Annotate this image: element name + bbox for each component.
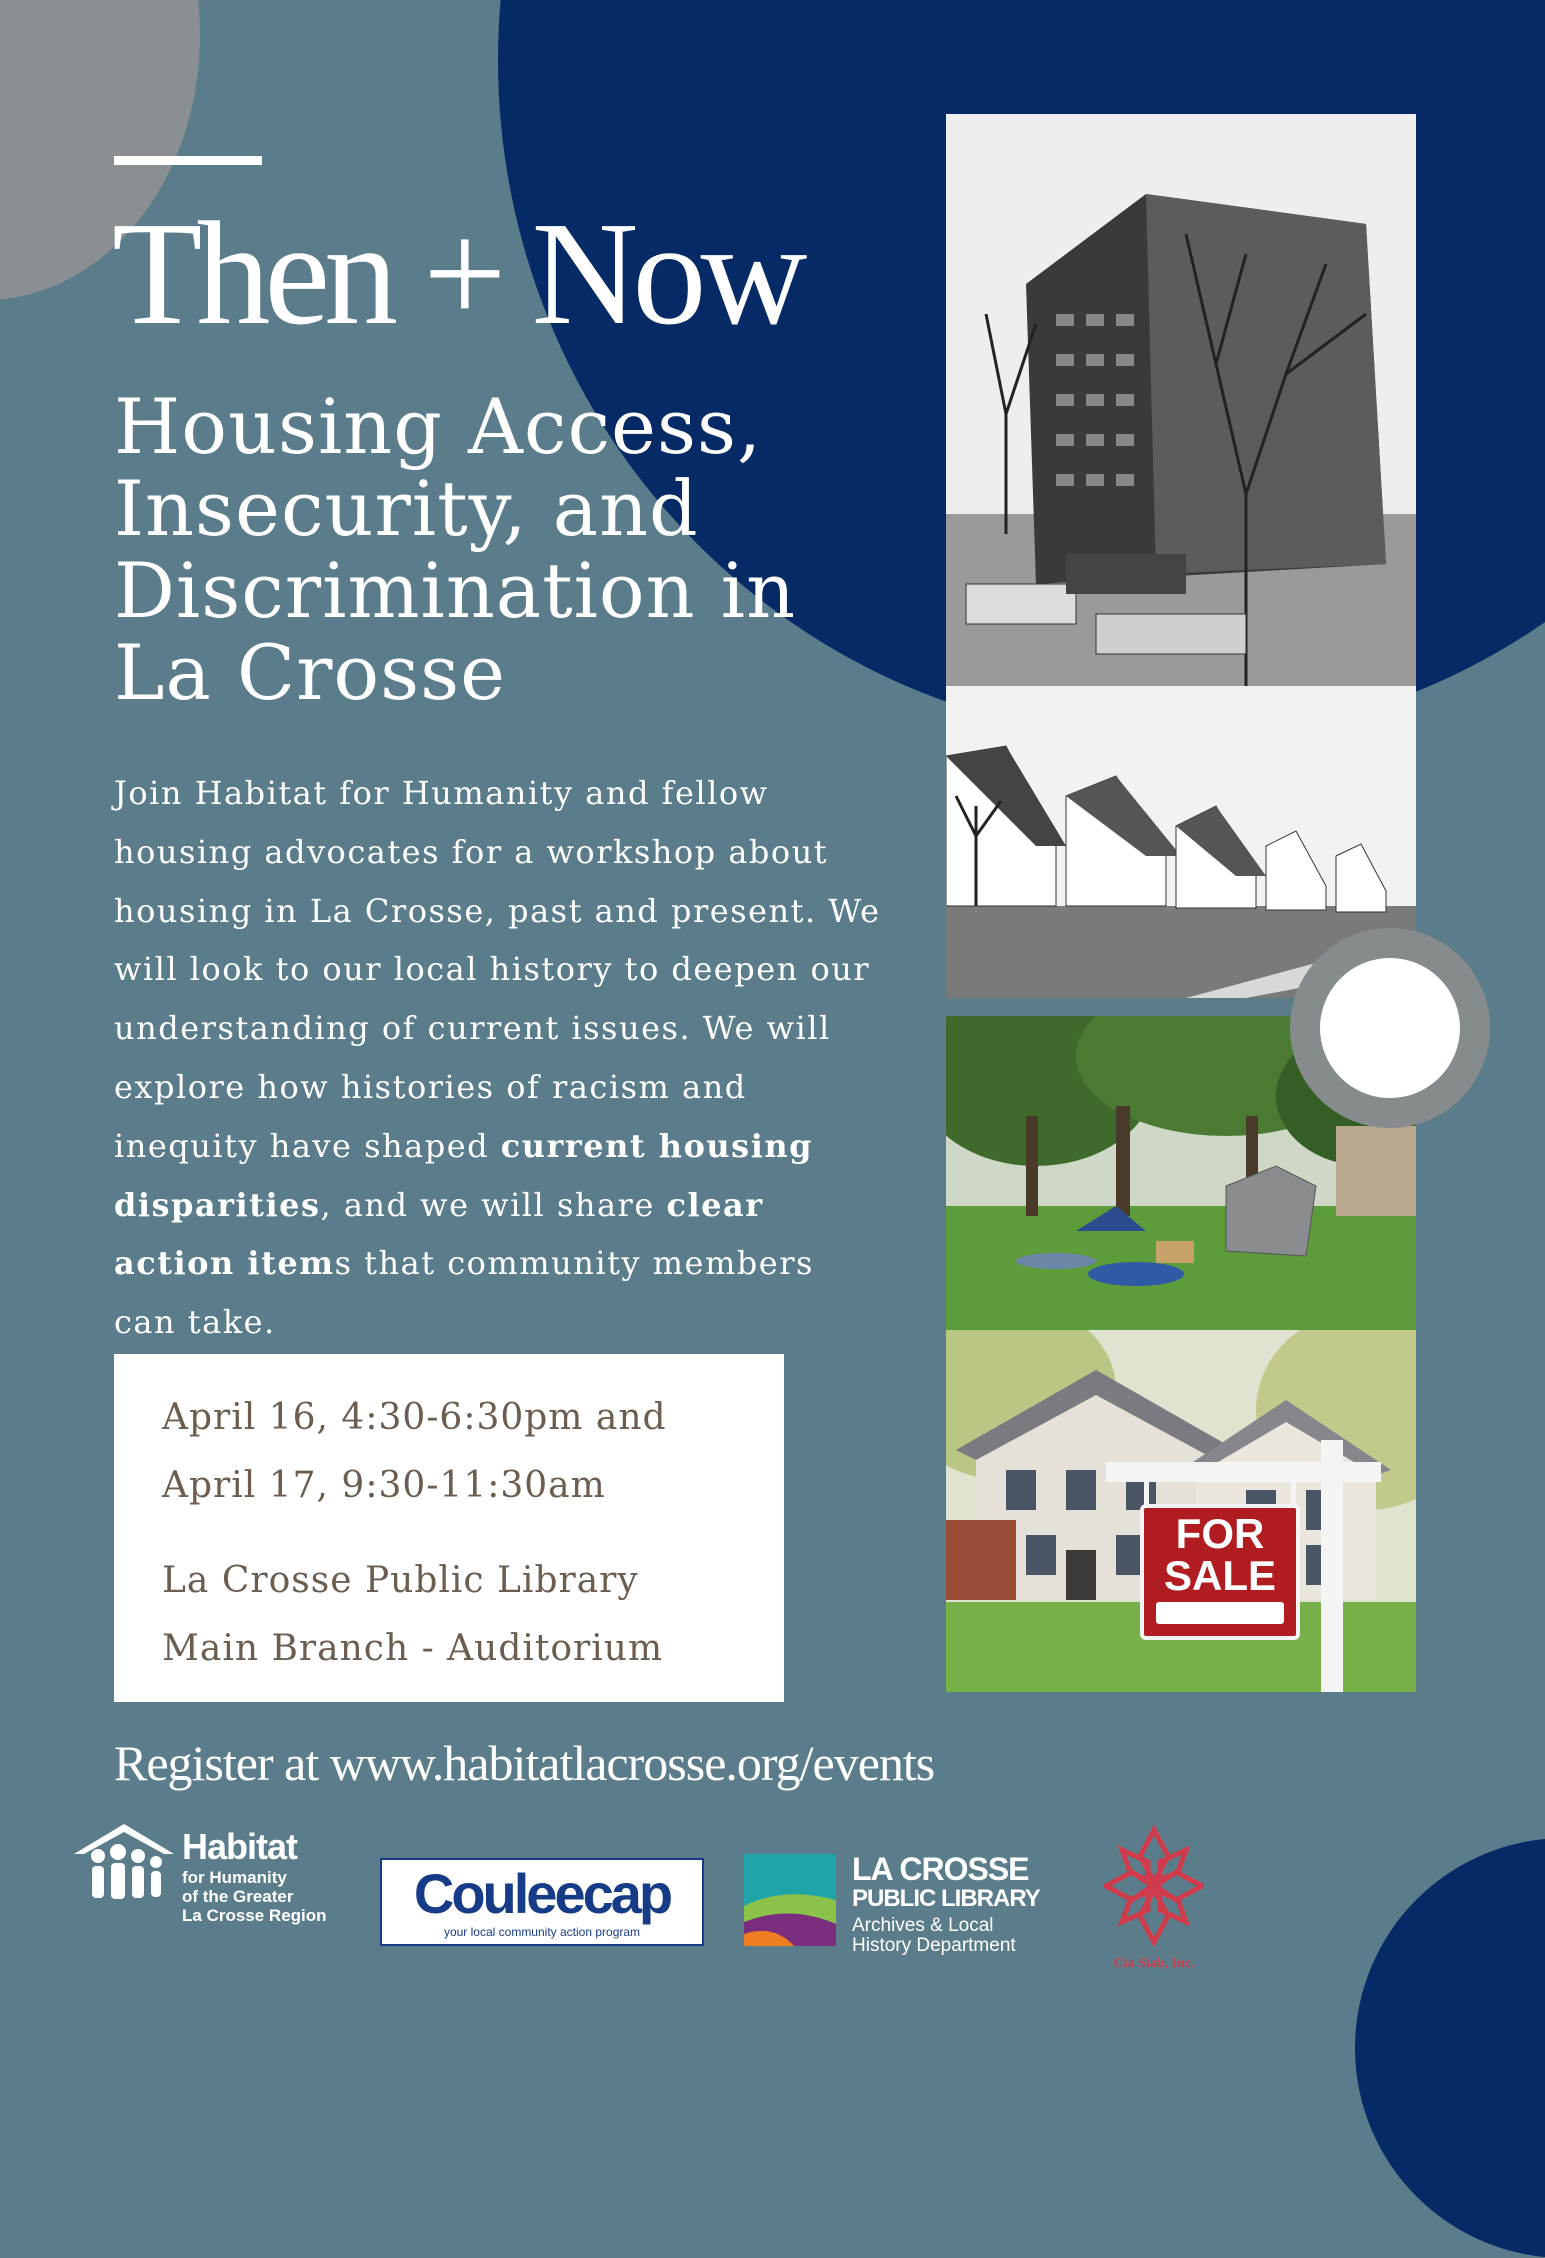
event-description [114,764,884,1352]
habitat-logo-line3: La Crosse Region [182,1906,327,1925]
tower-construction-photo [946,114,1416,686]
description-text-3: s that community members can take. [114,1244,814,1342]
page-title: Then + Now [112,192,802,356]
library-logo-subtitle [852,1916,1016,1956]
library-logo-line4: History Department [852,1935,1016,1956]
ring-decoration [1290,928,1490,1128]
event-info-box [114,1354,784,1702]
title-rule [114,156,262,165]
library-logo-line3: Archives & Local [852,1915,994,1936]
habitat-logo-name: Habitat [182,1826,298,1867]
for-sale-sign-line1: FOR [1175,1510,1265,1557]
for-sale-house-photo [946,1330,1416,1692]
navy-corner-decoration [1355,1838,1545,2258]
library-logo[interactable] [744,1851,1064,1956]
description-text-2: , and we will share [320,1185,667,1224]
habitat-house-icon [72,1820,177,1910]
page-subtitle: Housing Access, Insecurity, and Discrimination in La Crosse [114,382,797,717]
event-venue-1: La Crosse Public Library [162,1560,639,1601]
description-bold-1: current housing disparities [114,1126,813,1224]
description-text-1: Join Habitat for Humanity and fellow housing advocates for a workshop about housing in La Crosse, past and present. We will look to our local history to deepen our understanding of current issues. We will explore how histories of racism and inequity have shaped [114,774,881,1165]
register-link[interactable]: Register at www.habitatlacrosse.org/events [114,1735,935,1791]
couleecap-logo-name: Couleecap [413,1862,671,1925]
description-bold-2: clear action item [114,1185,764,1283]
habitat-logo[interactable] [72,1820,332,1960]
habitat-logo-line2: of the Greater [182,1887,294,1906]
library-logo-line2: PUBLIC LIBRARY [852,1885,1040,1912]
library-logo-name [852,1851,1040,1914]
couleecap-logo-tagline: your local community action program [443,1925,641,1939]
event-date-2: April 17, 9:30-11:30am [162,1465,606,1506]
habitat-logo-subtitle [182,1868,327,1925]
for-sale-sign-line2: SALE [1163,1552,1277,1599]
event-date-1: April 16, 4:30-6:30pm and [162,1397,667,1438]
library-logo-line1: LA CROSSE [852,1851,1029,1887]
library-logo-icon [744,1854,836,1946]
flower-emblem-icon [1104,1822,1204,1952]
couleecap-logo[interactable] [380,1858,704,1946]
ciasiab-logo[interactable] [1104,1822,1204,1972]
habitat-logo-line1: for Humanity [182,1868,287,1887]
event-venue-2: Main Branch - Auditorium [162,1628,664,1669]
ciasiab-logo-name: Cia Siab, Inc. [1113,1956,1195,1971]
